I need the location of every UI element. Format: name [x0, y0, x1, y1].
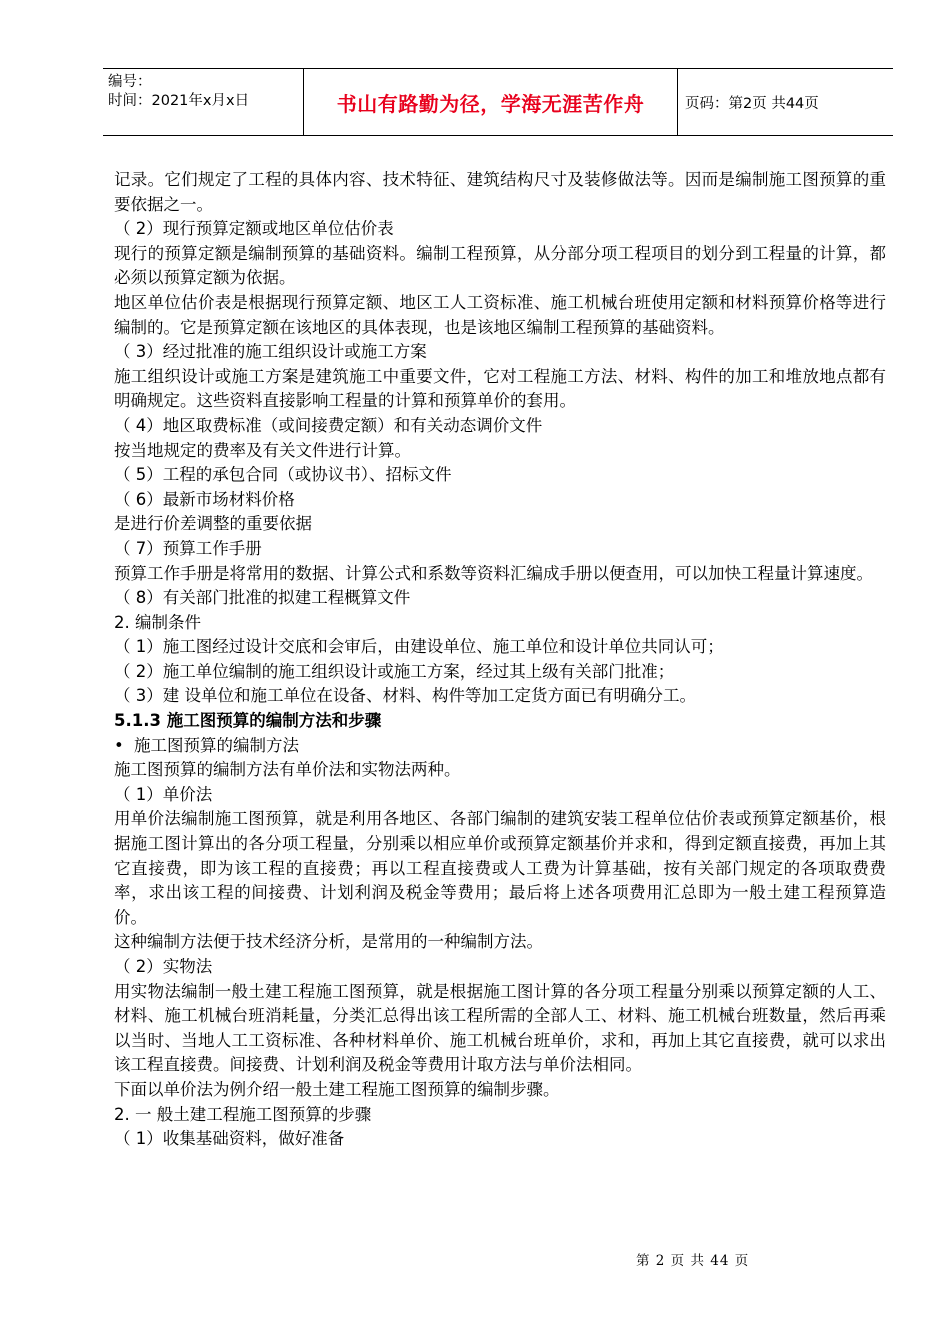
paragraph: 地区单位估价表是根据现行预算定额、地区工人工资标准、施工机械台班使用定额和材料预算价格等进行编制的。它是预算定额在该地区的具体表现，也是该地区编制工程预算的基础资料。: [114, 292, 886, 337]
paragraph: 用实物法编制一般土建工程施工图预算，就是根据施工图计算的各分项工程量分别乘以预算定额的人工、材料、施工机械台班消耗量，分类汇总得出该工程所需的全部人工、材料、施工机械台班数量，然后再乘以当时、当地人工工资标准、各种材料单价、施工机械台班单价，求和，再加上其它直接费，就可以求出该工程直接费。间接费、计划利润及税金等费用计取方法与单价法相同。: [114, 981, 886, 1075]
section-heading: 5.1.3 施工图预算的编制方法和步骤: [114, 711, 382, 731]
list-item: （ 3）经过批准的施工组织设计或施工方案: [114, 342, 427, 362]
list-item: （ 2）现行预算定额或地区单位估价表: [114, 219, 394, 239]
subsection-title: 2. 一 般土建工程施工图预算的步骤: [114, 1104, 372, 1124]
paragraph: 预算工作手册是将常用的数据、计算公式和系数等资料汇编成手册以便查用，可以加快工程量计算速度。: [114, 563, 873, 583]
list-item: （ 1）单价法: [114, 784, 213, 804]
date-text: 时间：2021年x月x日: [108, 93, 250, 109]
bullet-text: 施工图预算的编制方法: [134, 735, 299, 755]
list-item: （ 2）施工单位编制的施工组织设计或施工方案，经过其上级有关部门批准；: [114, 661, 675, 681]
paragraph: 记录。它们规定了工程的具体内容、技术特征、建筑结构尺寸及装修做法等。因而是编制施工图预算的重要依据之一。: [114, 170, 886, 214]
paragraph: 这种编制方法便于技术经济分析，是常用的一种编制方法。: [114, 932, 543, 952]
bullet-item: [114, 734, 886, 759]
doc-number-label: 编号：: [108, 74, 152, 90]
page-info-text: 页码：第2页 共44页: [685, 95, 819, 112]
list-item: （ 4）地区取费标准（或间接费定额）和有关动态调价文件: [114, 415, 543, 435]
document-body: [114, 168, 886, 1152]
list-item: （ 8）有关部门批准的拟建工程概算文件: [114, 588, 411, 608]
paragraph: 下面以单价法为例介绍一般土建工程施工图预算的编制步骤。: [114, 1079, 560, 1099]
list-item: （ 1）施工图经过设计交底和会审后，由建设单位、施工单位和设计单位共同认可；: [114, 637, 724, 657]
list-item: （ 7）预算工作手册: [114, 538, 262, 558]
page-info-cell: [678, 69, 893, 135]
list-item: （ 1）收集基础资料，做好准备: [114, 1129, 345, 1149]
subsection-title: 2. 编制条件: [114, 612, 201, 632]
paragraph: 是进行价差调整的重要依据: [114, 514, 312, 534]
paragraph: 施工组织设计或施工方案是建筑施工中重要文件，它对工程施工方法、材料、构件的加工和堆放地点都有明确规定。这些资料直接影响工程量的计算和预算单价的套用。: [114, 366, 886, 411]
list-item: （ 2）实物法: [114, 957, 213, 976]
paragraph: 施工图预算的编制方法有单价法和实物法两种。: [114, 760, 461, 780]
list-item: （ 3）建 设单位和施工单位在设备、材料、构件等加工定货方面已有明确分工。: [114, 686, 696, 706]
list-item: （ 6）最新市场材料价格: [114, 489, 295, 509]
page-footer: 第 2 页 共 44 页: [636, 1253, 750, 1269]
paragraph: 现行的预算定额是编制预算的基础资料。编制工程预算，从分部分项工程项目的划分到工程量的计算，都必须以预算定额为依据。: [114, 243, 886, 288]
motto-cell: [304, 69, 678, 135]
header-table: [103, 68, 893, 136]
bullet-icon: •: [114, 735, 124, 755]
list-item: （ 5）工程的承包合同（或协议书）、招标文件: [114, 465, 452, 485]
paragraph: 按当地规定的费率及有关文件进行计算。: [114, 440, 411, 460]
paragraph: 用单价法编制施工图预算，就是利用各地区、各部门编制的建筑安装工程单位估价表或预算定额基价，根据施工图计算出的各分项工程量，分别乘以相应单价或预算定额基价并求和，得到定额直接费，再加上其它直接费，即为该工程的直接费；再以工程直接费或人工费为计算基础，按有关部门规定的各项取费费率，求出该工程的间接费、计划利润及税金等费用；最后将上述各项费用汇总即为一般土建工程预算造价。: [114, 809, 886, 927]
motto-text: 书山有路勤为径，学海无涯苦作舟: [336, 91, 645, 116]
header-info-cell: [103, 69, 304, 135]
